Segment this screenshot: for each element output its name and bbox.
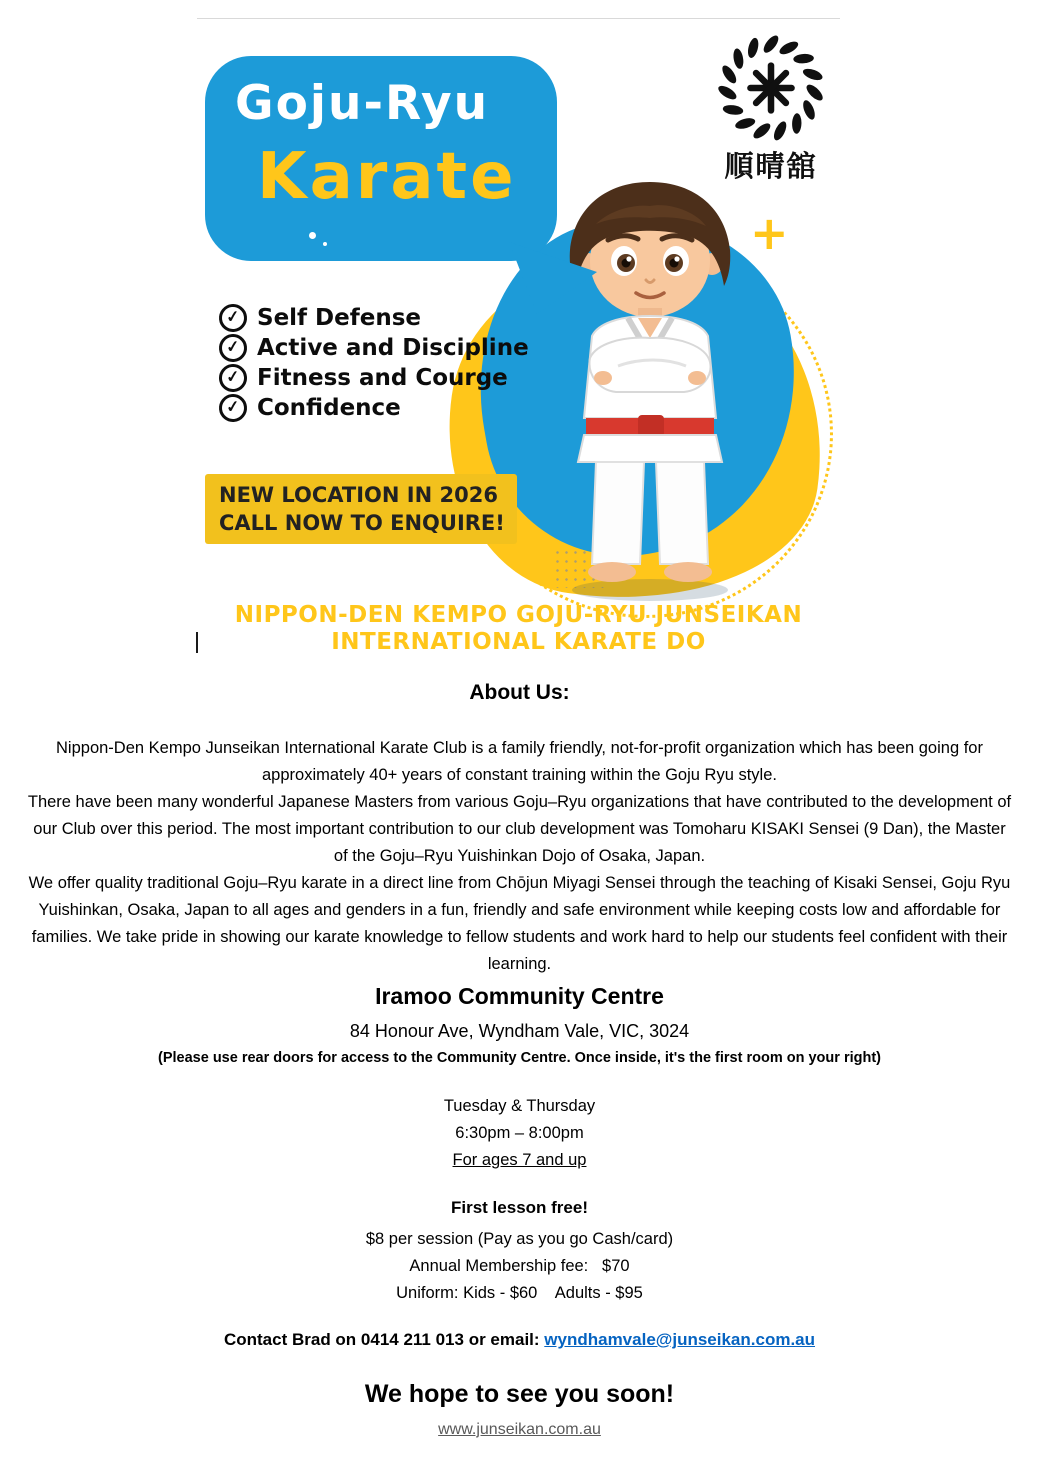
feature-label: Fitness and Courge — [257, 365, 508, 391]
schedule-days: Tuesday & Thursday — [443, 1097, 596, 1115]
contact-text: Contact Brad on 0414 211 013 or email: — [223, 1330, 545, 1349]
schedule-times: 6:30pm – 8:00pm — [455, 1124, 584, 1142]
website-line — [0, 1421, 1039, 1439]
check-circle-icon: ✓ — [218, 303, 249, 334]
feature-label: Self Defense — [257, 305, 422, 331]
bubble-dot-decoration — [309, 232, 316, 239]
feature-label: Active and Discipline — [257, 335, 529, 361]
first-lesson-free: First lesson free! — [451, 1198, 588, 1217]
poster-footer — [197, 602, 840, 655]
title-speech-bubble — [205, 56, 557, 261]
bubble-dot-decoration — [323, 242, 327, 246]
logo-kanji-text: 順晴舘 — [724, 149, 818, 183]
closing-message: We hope to see you soon! — [364, 1380, 675, 1408]
laurel-wreath-icon — [715, 32, 827, 144]
about-paragraphs — [25, 735, 1014, 978]
plus-decoration-icon: + — [750, 206, 789, 260]
about-paragraph-2: There have been many wonderful Japanese Masters from various Goju–Ryu organizations that have contributed to the development of our Club over this period. The most important contribution to our club development was Tomoharu KISAKI Sensei (9 Dan), the Master of the Goju–Ryu Yuishinkan Dojo of Osaka, Japan. — [27, 793, 1012, 865]
check-circle-icon: ✓ — [218, 393, 249, 424]
kempo-symbol-icon — [750, 66, 791, 111]
price-per-session: $8 per session (Pay as you go Cash/card) — [365, 1230, 674, 1248]
feature-item-confidence — [219, 394, 529, 422]
poster-title-line1: Goju-Ryu — [235, 76, 490, 131]
poster-title-line2: Karate — [257, 140, 517, 214]
check-circle-icon: ✓ — [218, 333, 249, 364]
contact-line — [0, 1330, 1039, 1350]
text-cursor — [196, 632, 198, 653]
about-heading: About Us: — [469, 681, 570, 704]
check-circle-icon: ✓ — [218, 363, 249, 394]
poster-footer-line2: INTERNATIONAL KARATE DO — [331, 629, 706, 655]
schedule-ages: For ages 7 and up — [452, 1151, 587, 1169]
club-logo — [709, 32, 833, 185]
venue-name: Iramoo Community Centre — [375, 983, 664, 1009]
banner-line2: CALL NOW TO ENQUIRE! — [219, 511, 505, 535]
feature-item-fitness-courage — [219, 364, 529, 392]
feature-label: Confidence — [257, 395, 401, 421]
new-location-banner — [205, 474, 517, 544]
karate-flyer-poster — [197, 18, 840, 655]
price-membership: Annual Membership fee: $70 — [409, 1257, 630, 1275]
venue-access-note: (Please use rear doors for access to the Community Centre. Once inside, it's the first room on your right) — [158, 1050, 881, 1066]
venue-address: 84 Honour Ave, Wyndham Vale, VIC, 3024 — [349, 1021, 690, 1041]
banner-line1: NEW LOCATION IN 2026 — [219, 483, 498, 507]
contact-email-link[interactable]: wyndhamvale@junseikan.com.au — [544, 1330, 816, 1349]
price-uniform: Uniform: Kids - $60 Adults - $95 — [396, 1284, 643, 1302]
feature-item-self-defense — [219, 304, 529, 332]
feature-list — [219, 304, 529, 424]
about-paragraph-3: We offer quality traditional Goju–Ryu karate in a direct line from Chōjun Miyagi Sensei through the teaching of Kisaki Sensei, Goju Ryu Yuishinkan, Osaka, Japan to all ages and genders in a fun, friendly and safe environment while keeping costs low and affordable for families. We take pride in showing our karate knowledge to fellow students and work hard to help our students feel confident with their learning. — [28, 874, 1011, 973]
feature-item-active-discipline — [219, 334, 529, 362]
about-paragraph-1: Nippon-Den Kempo Junseikan International Karate Club is a family friendly, not-for-profit organization which has been going for approximately 40+ years of constant training within the Goju Ryu style. — [56, 739, 983, 784]
poster-top-border — [197, 18, 840, 19]
poster-footer-line1: NIPPON-DEN KEMPO GOJU-RYU JUNSEIKAN — [234, 602, 803, 628]
website-link[interactable]: www.junseikan.com.au — [438, 1421, 601, 1438]
